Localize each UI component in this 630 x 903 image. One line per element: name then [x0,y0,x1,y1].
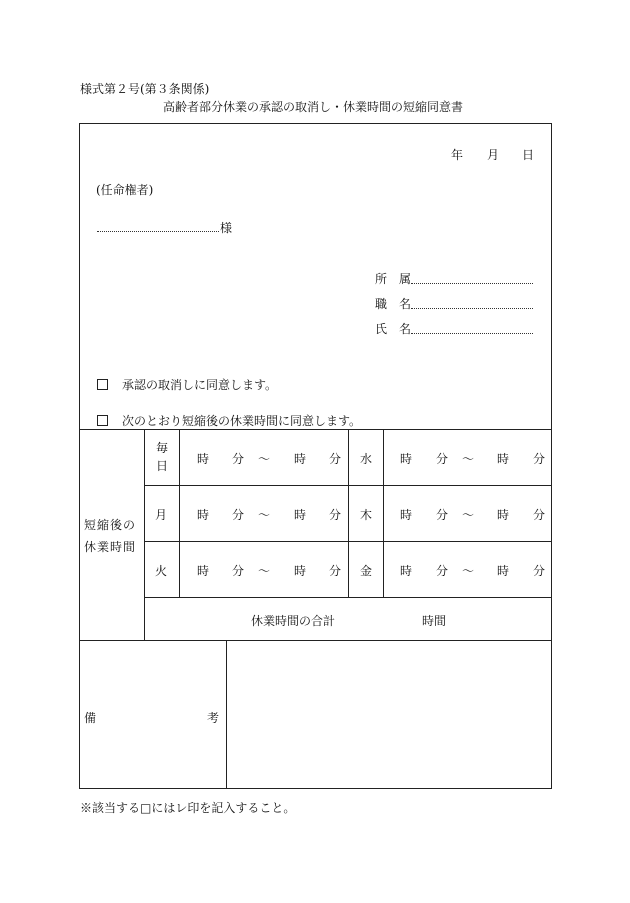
option-cancel-approval[interactable] [97,376,277,393]
date-day-label: 日 [522,148,535,162]
position-field[interactable] [411,308,533,309]
appointing-authority-label: (任命権者) [96,183,154,197]
slot-fri-from-minute[interactable]: 分 [436,564,449,578]
table-top-line [79,429,552,430]
slot-wed-tilde: ～ [462,452,475,466]
checkbox-cancel-approval[interactable] [97,379,108,390]
checkbox-shorten-hours[interactable] [97,415,108,426]
affiliation-label: 所 属 [375,272,412,286]
schedule-header-line1: 短縮後の [84,518,137,532]
day-every-char1: 毎 [155,441,168,455]
slot-mon-from-hour[interactable]: 時 [197,508,210,522]
slot-tue-to-hour[interactable]: 時 [294,564,307,578]
slot-tue-from-hour[interactable]: 時 [197,564,210,578]
slot-thu-from-hour[interactable]: 時 [400,508,413,522]
slot-thu-to-hour[interactable]: 時 [497,508,510,522]
slot-tue-to-minute[interactable]: 分 [329,564,342,578]
document-title: 高齢者部分休業の承認の取消し・休業時間の短縮同意書 [163,100,464,114]
slot-wed-from-minute[interactable]: 分 [436,452,449,466]
slot-fri-to-hour[interactable]: 時 [497,564,510,578]
total-hours-unit[interactable]: 時間 [422,614,447,628]
slot-mon-to-minute[interactable]: 分 [329,508,342,522]
slot-mon-to-hour[interactable]: 時 [294,508,307,522]
col-line-day-left [179,429,180,597]
form-reference: 様式第２号(第３条関係) [80,82,210,96]
slot-thu-to-minute[interactable]: 分 [533,508,546,522]
slot-wed-to-minute[interactable]: 分 [533,452,546,466]
option-cancel-approval-label: 承認の取消しに同意します。 [122,378,278,392]
slot-fri-tilde: ～ [462,564,475,578]
col-line-header [144,429,145,640]
day-fri: 金 [359,564,372,578]
footnote: ※該当する□にはレ印を記入すること。 [80,801,296,815]
name-field[interactable] [411,333,533,334]
day-every [155,439,169,475]
date-month-label: 月 [487,148,500,162]
slot-mon-from-minute[interactable]: 分 [232,508,245,522]
slot-thu-tilde: ～ [462,508,475,522]
affiliation-field[interactable] [411,283,533,284]
day-wed: 水 [359,452,372,466]
slot-mon-tilde: ～ [258,508,271,522]
col-line-mid [348,429,349,597]
slot-fri-from-hour[interactable]: 時 [400,564,413,578]
slot-every-tilde: ～ [258,452,271,466]
total-hours-label: 休業時間の合計 [251,614,336,628]
position-label: 職 名 [375,297,412,311]
name-label: 氏 名 [375,322,412,336]
option-shorten-hours[interactable] [97,412,361,429]
remarks-label-right: 考 [207,711,220,725]
recipient-honorific: 様 [220,221,233,235]
day-every-char2: 日 [155,459,168,473]
slot-every-to-hour[interactable]: 時 [294,452,307,466]
option-shorten-hours-label: 次のとおり短縮後の休業時間に同意します。 [122,414,362,428]
slot-tue-tilde: ～ [258,564,271,578]
remarks-field[interactable] [227,641,551,788]
remarks-label-left: 備 [84,711,97,725]
day-mon: 月 [154,508,167,522]
slot-every-from-hour[interactable]: 時 [197,452,210,466]
day-thu: 木 [359,508,372,522]
recipient-name-line[interactable] [97,231,219,232]
date-year-label: 年 [451,148,464,162]
slot-every-to-minute[interactable]: 分 [329,452,342,466]
slot-tue-from-minute[interactable]: 分 [232,564,245,578]
slot-wed-from-hour[interactable]: 時 [400,452,413,466]
day-tue: 火 [154,564,167,578]
slot-fri-to-minute[interactable]: 分 [533,564,546,578]
col-line-day-right [383,429,384,597]
slot-every-from-minute[interactable]: 分 [232,452,245,466]
row-line-3 [144,597,552,598]
slot-wed-to-hour[interactable]: 時 [497,452,510,466]
slot-thu-from-minute[interactable]: 分 [436,508,449,522]
schedule-header-line2: 休業時間 [84,540,137,554]
